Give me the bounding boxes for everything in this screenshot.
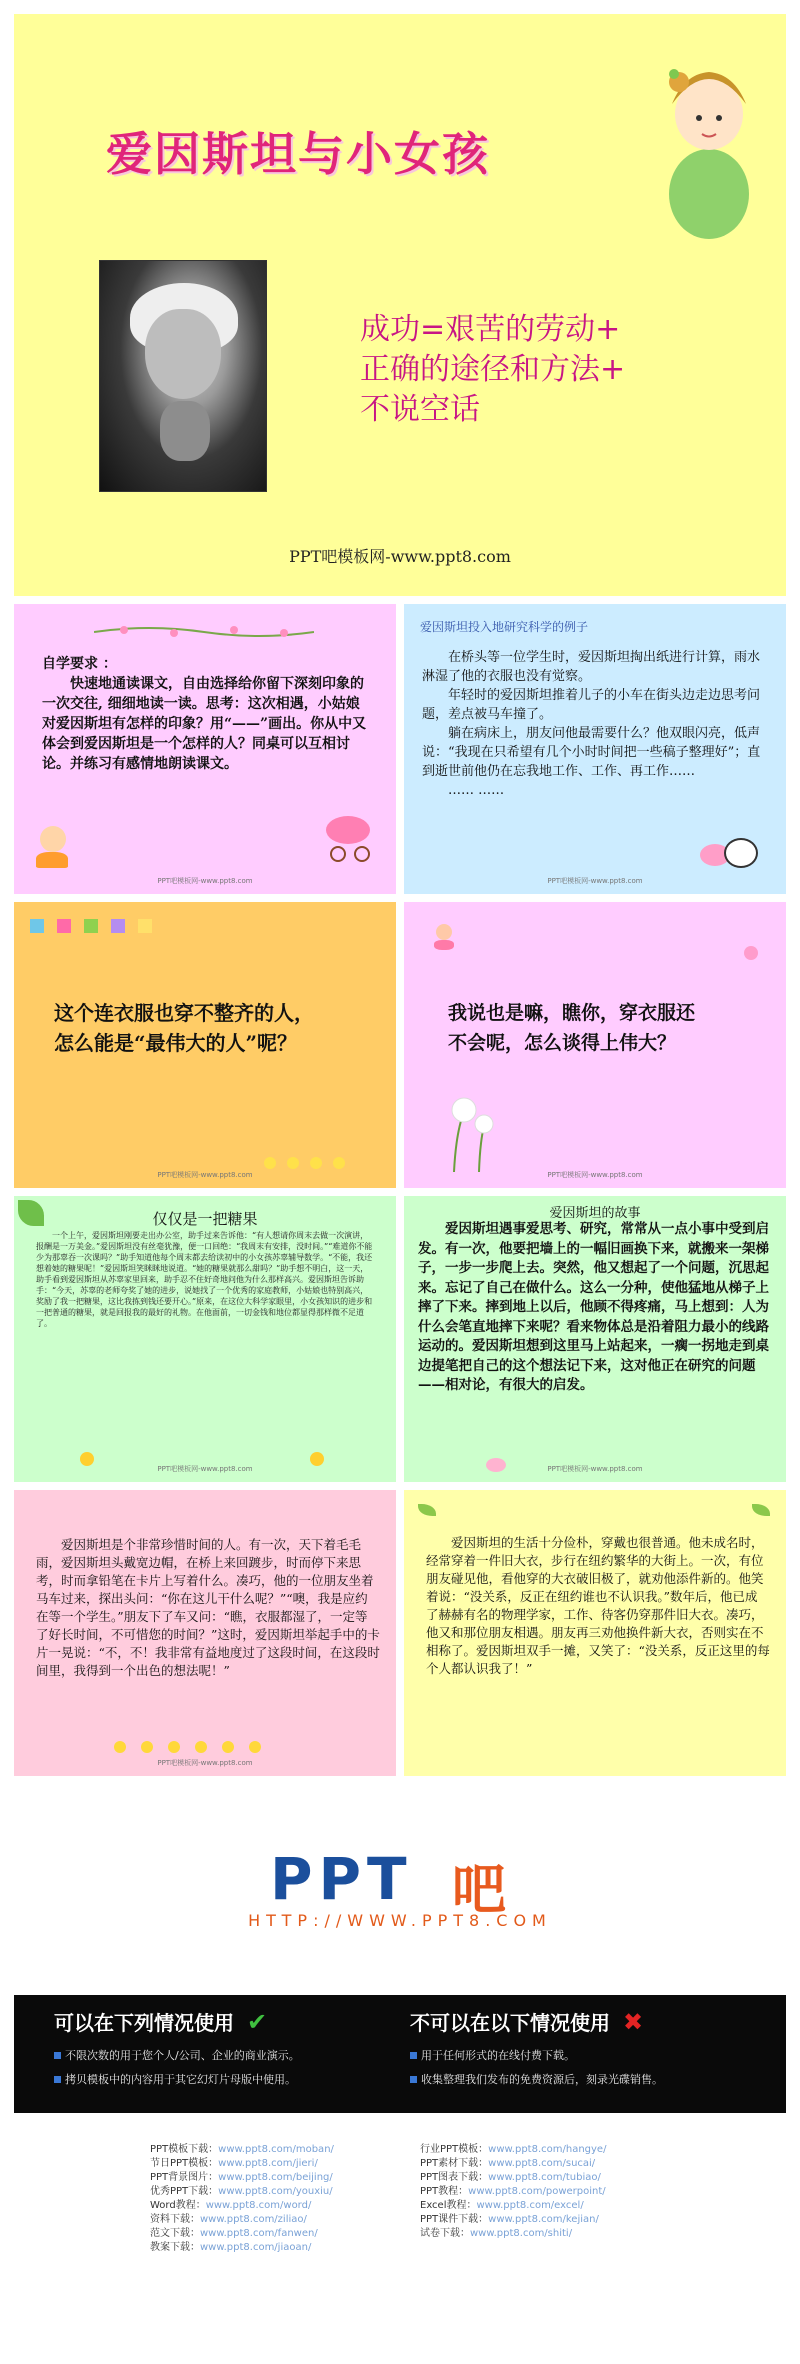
links-left-column [150, 2143, 334, 2255]
leaf-icon [752, 1504, 770, 1516]
child-doll-icon [36, 826, 70, 866]
slide-footer: PPT吧模板网-www.ppt8.com [157, 1171, 253, 1179]
flower-cart-icon [326, 816, 376, 866]
credit-line: PPT吧模板网-www.ppt8.com [289, 547, 511, 566]
title-slide [14, 14, 786, 596]
link-row[interactable]: Word教程：www.ppt8.com/word/ [150, 2200, 312, 2211]
question-slide [14, 902, 396, 1188]
candy-story-text: 一个上午，爱因斯坦刚要走出办公室，助手过来告诉他：“有人想请你周末去做一次演讲，报酬是一万美金。”爱因斯坦没有丝毫犹豫，便一口回绝：“我周末有安排，没时间。”“难道你不能少为那辜吞一次课吗？”助手知道他每个周末都去给读初中的小女孩苏辜辅导数学。“不能，我还想着她的糖果呢！”爱因斯坦笑眯眯地说道。“她的糖果就那么甜吗？”助手想不明白，这一天，助手看到爱因斯坦从苏辜家里回来，助手忍不住好奇地问他为什么那样高兴。爱因斯坦告诉助手：“今天，苏辜的老师夸奖了她的进步，说她找了一个优秀的家庭教师，小姑娘也特别高兴，奖励了我一把糖果，这比我拣到钱还要开心。”原来，在这位大科学家眼里，小女孩知识的进步和一把普通的糖果，就是回报我的最好的礼物。在他面前，一切金钱和地位都显得那样微不足道了。 [36, 1231, 373, 1328]
frugal-story-slide [404, 1490, 786, 1776]
link-row[interactable]: 行业PPT模板：www.ppt8.com/hangye/ [420, 2144, 607, 2155]
link-row[interactable]: PPT教程：www.ppt8.com/powerpoint/ [420, 2186, 606, 2197]
link-row[interactable]: PPT模板下载：www.ppt8.com/moban/ [150, 2144, 334, 2155]
flower-small-icon [744, 946, 758, 960]
allowed-title: 可以在下列情况使用 ✔ [54, 2008, 268, 2036]
leaf-icon [418, 1504, 436, 1516]
chicks-decoration [114, 1738, 314, 1752]
slide-footer: PPT吧模板网-www.ppt8.com [547, 1171, 643, 1179]
link-row[interactable]: 节日PPT模板：www.ppt8.com/jieri/ [150, 2158, 318, 2169]
answer-slide [404, 902, 786, 1188]
examples-text: 在桥头等一位学生时，爱因斯坦掏出纸进行计算，雨水淋湿了他的衣服也没有觉察。 年轻时的爱因斯坦推着儿子的小车在街头边走边思考问题，差点被马车撞了。 躺在病床上，朋友问他最需要什么？他双眼闪亮，低声说：“我现在只希望有几个小时时间把一些稿子整理好”；直到逝世前他仍在忘我地工作、工作、再工作…… …… …… [422, 650, 761, 798]
check-icon: ✔ [246, 2008, 268, 2036]
slide-title: 爱因斯坦与小女孩 [106, 127, 490, 181]
einstein-story-slide [404, 1196, 786, 1482]
slide-title: 爱因斯坦投入地研究科学的例子 [420, 620, 589, 634]
dandelion-decoration [424, 1082, 514, 1172]
cartoon-animal-icon [700, 836, 760, 870]
link-row[interactable]: Excel教程：www.ppt8.com/excel/ [420, 2200, 584, 2211]
slogan-line: 成功=艰苦的劳动+ [360, 312, 621, 347]
link-row[interactable]: PPT背景图片：www.ppt8.com/beijing/ [150, 2172, 333, 2183]
forbidden-item: 用于任何形式的在线付费下载。 [410, 2047, 575, 2063]
slogan-line: 不说空话 [360, 392, 480, 427]
cross-icon: ✖ [622, 2008, 644, 2036]
link-row[interactable]: 资料下载：www.ppt8.com/ziliao/ [150, 2214, 307, 2225]
allowed-item: 拷贝模板中的内容用于其它幻灯片母版中使用。 [54, 2071, 296, 2087]
slogan-line: 正确的途径和方法+ [360, 352, 626, 387]
flower-vine-decoration [94, 624, 314, 640]
ppt8-logo [0, 1845, 800, 1935]
answer-text: 我说也是嘛，瞧你，穿衣服还 不会呢，怎么谈得上伟大？ [448, 1002, 696, 1054]
clothes-decoration [30, 918, 190, 938]
frugal-story-text: 爱因斯坦的生活十分俭朴，穿戴也很普通。他未成名时，经常穿着一件旧大衣，步行在纽约繁华的大街上。一次，有位朋友碰见他，看他穿的大衣破旧极了，就劝他添件新的。他笑着说：“没关系，反正在纽约谁也不认识我。”数年后，他已成了赫赫有名的物理学家，工作、待客仍穿那件旧大衣。凑巧，他又和那位朋友相遇。朋友再三劝他换件新大衣，否则实在不相称了。爱因斯坦双手一摊，又笑了：“没关系，反正这里的每个人都认识我了！” [426, 1535, 770, 1676]
science-examples-slide [404, 604, 786, 894]
slide-footer: PPT吧模板网-www.ppt8.com [157, 877, 253, 885]
link-row[interactable]: PPT图表下载：www.ppt8.com/tubiao/ [420, 2172, 601, 2183]
time-story-text: 爱因斯坦是个非常珍惜时间的人。有一次，天下着毛毛雨，爱因斯坦头戴宽边帽，在桥上来回踱步，时而停下来思考，时而拿铅笔在卡片上写着什么。凑巧，他的一位朋友坐着马车过来，探出头问：“你在这儿干什么呢？”“噢，我是应约在等一个学生。”朋友下了车又问：“瞧，衣服都湿了，一定等了好长时间，不可惜您的时间？”这时，爱因斯坦举起手中的卡片一晃说：“不，不！我非常有益地度过了这段时间，在这段时间里，我得到一个出色的想法呢！” [36, 1537, 380, 1678]
link-row[interactable]: PPT课件下载：www.ppt8.com/kejian/ [420, 2214, 599, 2225]
usage-rules [14, 1995, 786, 2113]
einstein-story-text: 爱因斯坦遇事爱思考、研究，常常从一点小事中受到启发。有一次，他要把墙上的一幅旧画换下来，就搬来一架梯子，一步一步爬上去。突然，他又想起了一个问题，沉思起来。忘记了自己在做什么。这么一分种，使他猛地从梯子上摔了下来。摔到地上以后，他顾不得疼痛，马上想到：人为什么会笔直地摔下来呢？看来物体总是沿着阻力最小的线路运动的。爱因斯坦想到这里马上站起来，一瘸一拐地走到桌边提笔把自己的这个想法记下来，这对他正在研究的问题——相对论，有很大的启发。 [418, 1221, 769, 1393]
slide-title: 仅仅是一把糖果 [152, 1210, 258, 1228]
einstein-photo [99, 260, 267, 492]
yellow-flowers-decoration [264, 1154, 374, 1168]
slide-footer: PPT吧模板网-www.ppt8.com [547, 1465, 643, 1473]
slogan [360, 310, 625, 430]
self-study-slide [14, 604, 396, 894]
question-text: 这个连衣服也穿不整齐的人， 怎么能是“最伟大的人”呢？ [54, 1001, 314, 1055]
logo-ba: 吧 [452, 1858, 506, 1921]
slide-footer: PPT吧模板网-www.ppt8.com [157, 1465, 253, 1473]
slide-title: 爱因斯坦的故事 [549, 1206, 641, 1221]
link-row[interactable]: 试卷下载：www.ppt8.com/shiti/ [420, 2228, 573, 2239]
slide-footer: PPT吧模板网-www.ppt8.com [547, 877, 643, 885]
link-row[interactable]: 范文下载：www.ppt8.com/fanwen/ [150, 2228, 318, 2239]
girl-illustration [654, 44, 764, 244]
link-row[interactable]: 优秀PPT下载：www.ppt8.com/youxiu/ [150, 2186, 333, 2197]
time-story-slide [14, 1490, 396, 1776]
forbidden-title: 不可以在以下情况使用 ✖ [410, 2008, 644, 2036]
links-right-column [420, 2143, 606, 2241]
forbidden-item: 收集整理我们发布的免费资源后，刻录光碟销售。 [410, 2071, 663, 2087]
link-row[interactable]: 教案下载：www.ppt8.com/jiaoan/ [150, 2242, 312, 2253]
self-study-text: 自学要求 ： 快速地通读课文，自由选择给你留下深刻印象的一次交往, 细细地读一读。思考：这次相遇，小姑娘对爱因斯坦有怎样的印象？用“——”画出。你从中又体会到爱因斯坦是一个怎样的人？同桌可以互相讨论。并练习有感情地朗读课文。 [42, 656, 367, 772]
candy-story-slide [14, 1196, 396, 1482]
logo-url[interactable]: HTTP://WWW.PPT8.COM [248, 1911, 552, 1930]
girl-small-icon [434, 924, 454, 950]
link-row[interactable]: PPT素材下载：www.ppt8.com/sucai/ [420, 2158, 596, 2169]
allowed-item: 不限次数的用于您个人/公司、企业的商业演示。 [54, 2047, 300, 2063]
logo-ppt: PPT [270, 1845, 413, 1913]
slide-footer: PPT吧模板网-www.ppt8.com [157, 1759, 253, 1767]
